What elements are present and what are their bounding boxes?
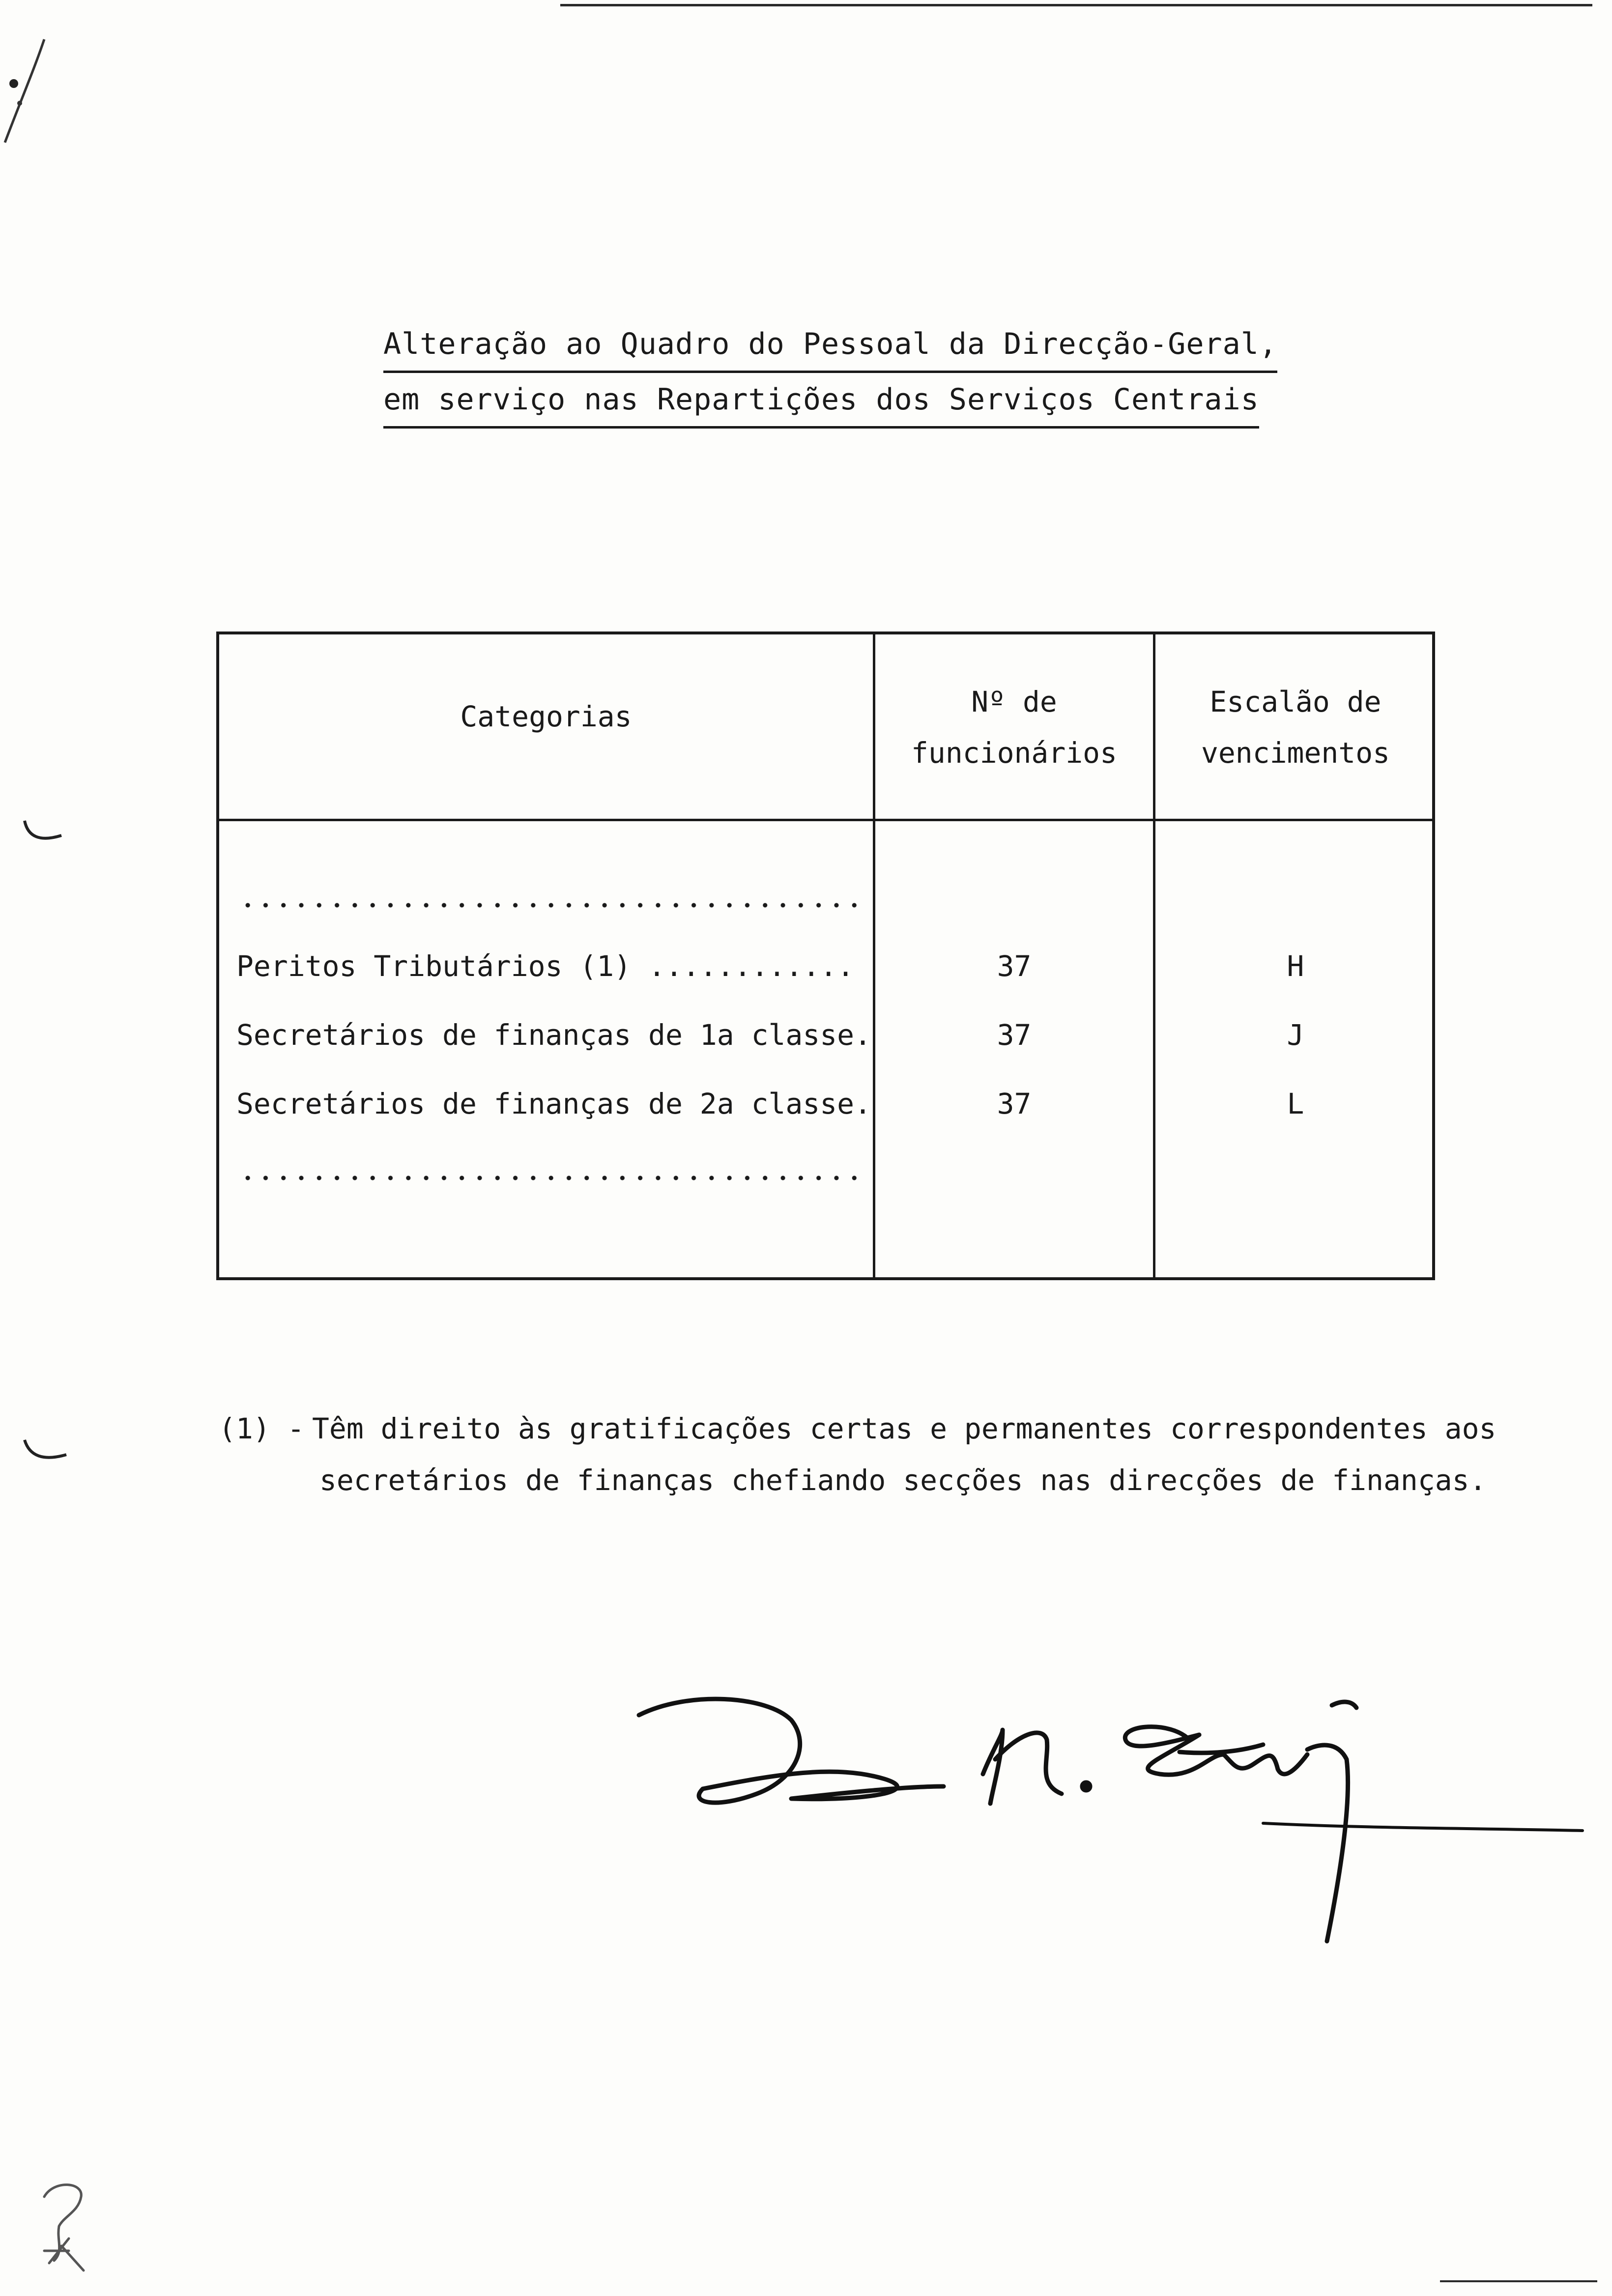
document-title [383,319,1277,430]
table-row [219,1008,1432,1062]
header-numero-line-2: funcionários [911,736,1118,770]
header-numero-line-1: Nº de [971,685,1057,718]
top-edge-rule [560,4,1592,6]
row-categoria: Secretários de finanças de 1a classe. [236,1018,872,1052]
row-numero: 37 [997,1018,1032,1052]
header-categorias: Categorias [460,700,632,733]
handwritten-signature [629,1681,1587,1956]
row-numero: 37 [997,1087,1032,1120]
header-escalao-line-2: vencimentos [1201,736,1390,770]
pencil-annotation-mark [34,2177,93,2275]
dotted-leader [239,902,863,908]
footnote-line-2: secretários de finanças chefiando secções nas direcções de finanças. [319,1464,1487,1497]
row-categoria: Secretários de finanças de 2a classe. [236,1087,872,1120]
row-numero: 37 [997,949,1032,983]
footnote [219,1403,1497,1506]
margin-curve-mark [22,816,66,850]
bottom-edge-rule [1440,2280,1597,2282]
header-numero [875,676,1153,778]
title-line-2: em serviço nas Repartições dos Serviços Centrais [383,375,1259,429]
personnel-table [216,631,1435,1280]
margin-curve-mark [22,1435,71,1469]
footnote-marker: (1) - [219,1412,305,1445]
row-escalao: H [1287,949,1304,983]
row-categoria: Peritos Tributários (1) ............ [236,949,855,983]
table-row [219,939,1432,993]
footnote-text-1: Têm direito às gratificações certas e permanentes correspondentes aos [312,1412,1497,1445]
table-row [219,1077,1432,1131]
header-escalao-line-1: Escalão de [1209,685,1382,718]
corner-pen-mark [0,29,59,147]
row-escalao: J [1287,1018,1304,1052]
header-escalao [1155,676,1436,778]
title-line-1: Alteração ao Quadro do Pessoal da Direcção-Geral, [383,319,1277,373]
header-divider [219,819,1432,821]
footnote-line-1 [219,1403,1497,1455]
row-escalao: L [1287,1087,1304,1120]
dotted-leader [239,1175,863,1181]
